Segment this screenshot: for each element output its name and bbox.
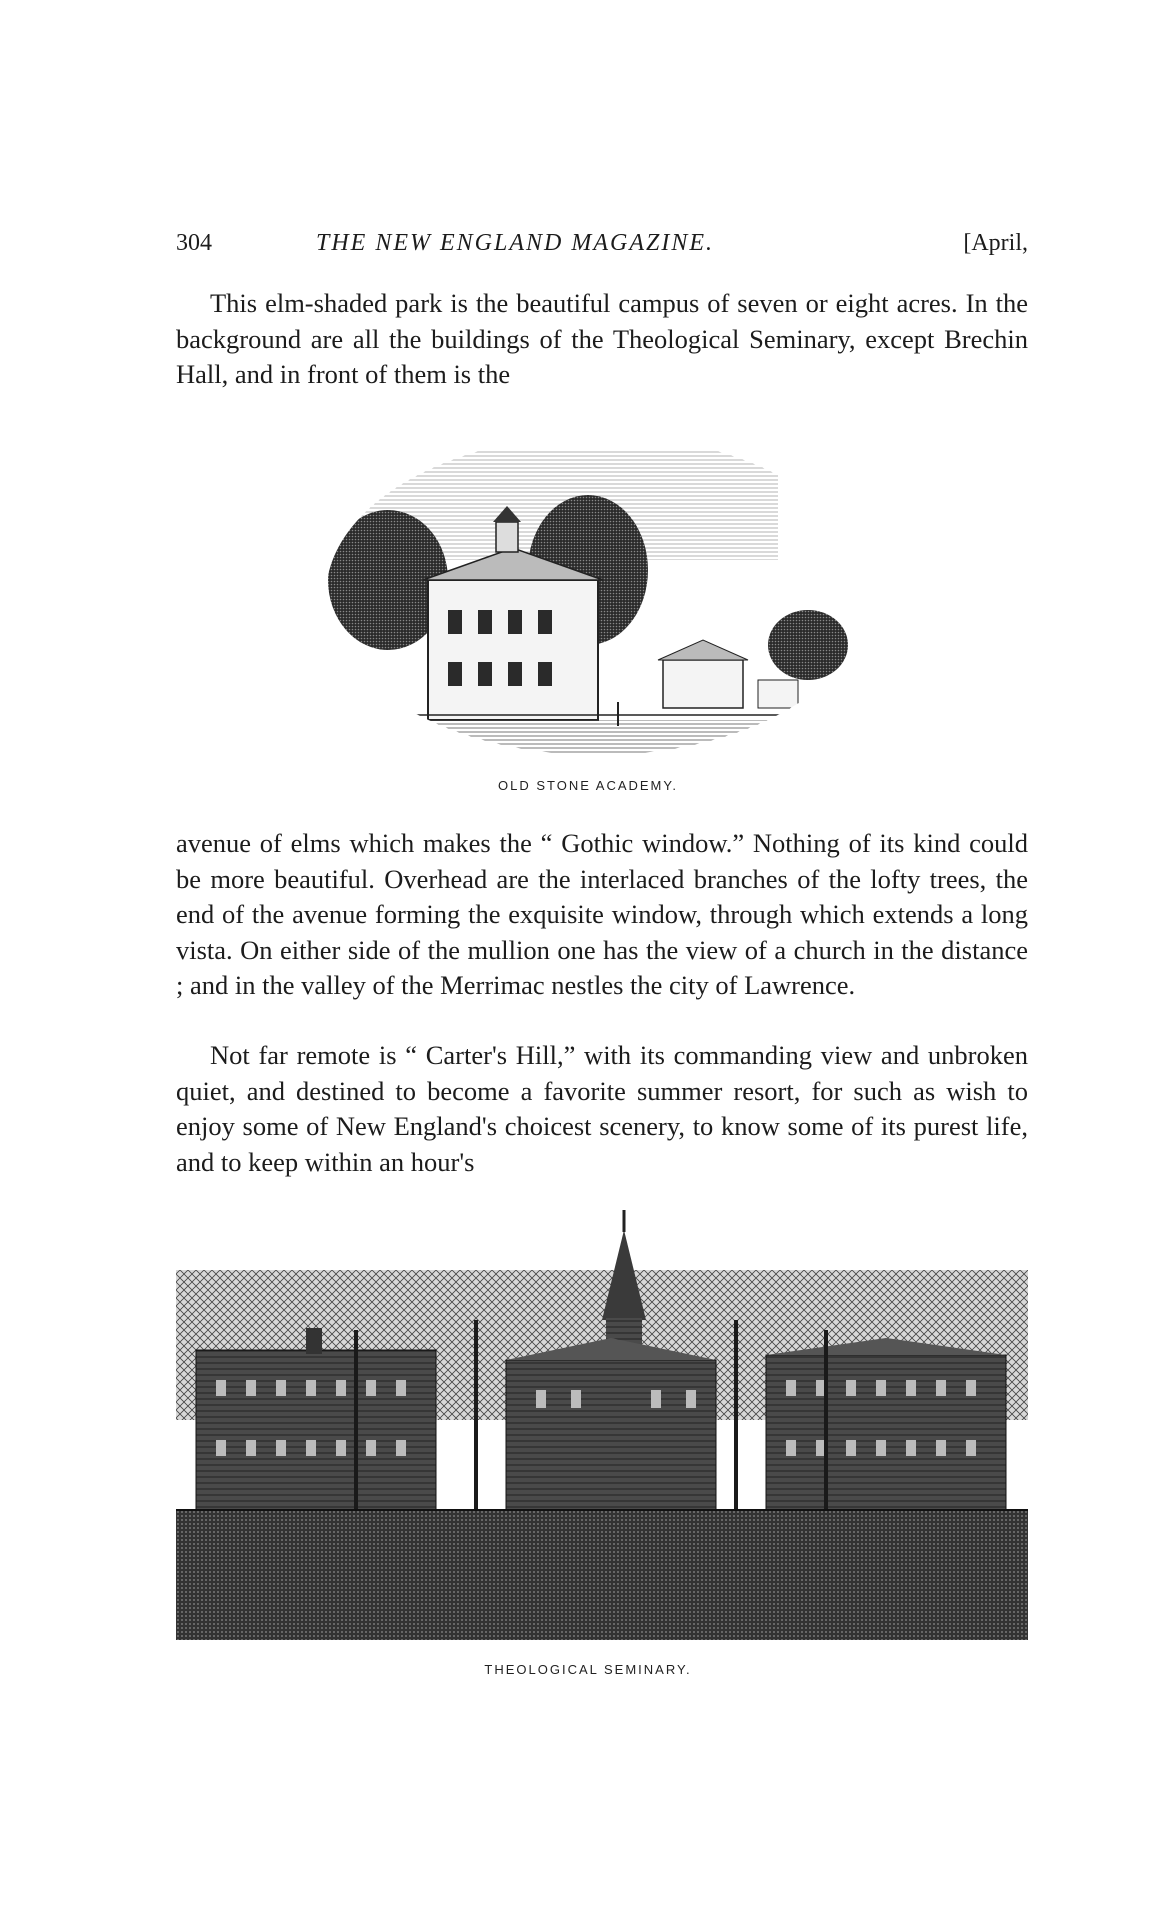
running-header: [176, 224, 1028, 264]
issue-date: [April,: [963, 230, 1028, 256]
paragraph-2: avenue of elms which makes the “ Gothic window.” Nothing of its kind could be more beautiful. Overhead are the interlaced branches of the lofty trees, the end of the avenue forming the exquisite window, through which extends a long vista. On either side of the mullion one has the view of a church in the distance ; and in the valley of the Merrimac nestles the city of Lawrence.: [176, 828, 1028, 1000]
paragraph-3: Not far remote is “ Carter's Hill,” with its commanding view and unbroken quiet, and destined to become a favorite summer resort, for such as wish to enjoy some of New England's choicest scenery, to know some of its purest life, and to keep within an hour's: [176, 1040, 1028, 1177]
old-stone-academy-illustration: [318, 430, 878, 760]
running-title: THE NEW ENGLAND MAGAZINE.: [316, 230, 714, 256]
theological-seminary-illustration: [176, 1210, 1028, 1640]
figure-caption-1: OLD STONE ACADEMY.: [497, 778, 678, 793]
page-number: 304: [176, 230, 212, 256]
figure-caption-2: THEOLOGICAL SEMINARY.: [484, 1662, 692, 1677]
paragraph-1: This elm-shaded park is the beautiful campus of seven or eight acres. In the background are all the buildings of the Theological Seminary, except Brechin Hall, and in front of them is the: [176, 288, 1028, 389]
